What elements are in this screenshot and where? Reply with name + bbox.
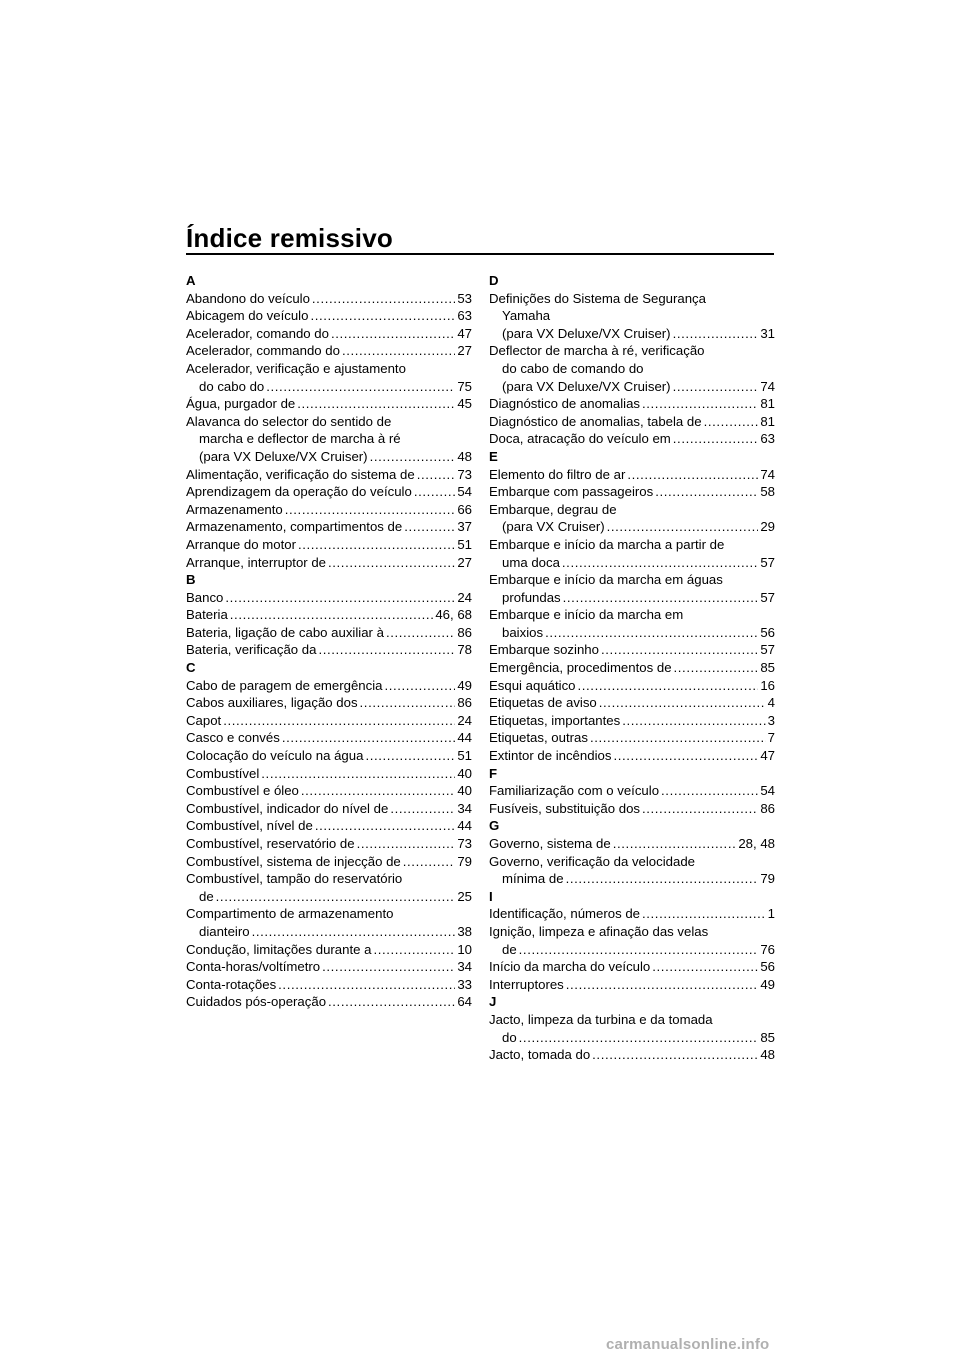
index-entry — [186, 677, 472, 695]
index-entry-text: de — [502, 941, 517, 957]
dot-leader — [328, 554, 455, 572]
dot-leader — [312, 290, 455, 308]
index-page-number: 76 — [760, 941, 775, 957]
dot-leader — [404, 518, 455, 536]
index-entry — [186, 817, 472, 835]
index-entry — [186, 536, 472, 554]
index-entry — [186, 765, 472, 783]
index-page-number: 49 — [457, 677, 472, 693]
index-entry — [186, 941, 472, 959]
index-entry-text: Jacto, tomada do — [489, 1047, 591, 1063]
index-entry-line: Jacto, limpeza da turbina e da tomada — [489, 1011, 713, 1027]
index-entry-line: Governo, verificação da velocidade — [489, 853, 695, 869]
dot-leader — [357, 835, 456, 853]
index-page-number: 38 — [457, 923, 472, 939]
index-page-number: 45 — [457, 396, 472, 412]
index-entry — [489, 413, 775, 431]
index-entry-text: Arranque, interruptor de — [186, 554, 327, 570]
index-page-number: 74 — [760, 466, 775, 482]
index-page-number: 56 — [760, 624, 775, 640]
index-page-number: 4 — [767, 695, 775, 711]
dot-leader — [563, 589, 759, 607]
index-entry-text: do cabo do — [199, 378, 265, 394]
index-page-number: 73 — [457, 466, 472, 482]
index-entry — [186, 853, 472, 871]
dot-leader — [414, 483, 456, 501]
index-entry-text: Início da marcha do veículo — [489, 959, 651, 975]
index-entry-line: Yamaha — [502, 308, 551, 324]
dot-leader — [310, 307, 455, 325]
index-entry-text: Arranque do motor — [186, 536, 296, 552]
index-page-number: 47 — [760, 748, 775, 764]
index-entry — [186, 747, 472, 765]
index-page-number: 57 — [760, 642, 775, 658]
index-entry-text: Conta-rotações — [186, 976, 277, 992]
index-entry — [186, 325, 472, 343]
index-page-number: 54 — [457, 484, 472, 500]
index-page-number: 44 — [457, 730, 472, 746]
index-entry-line: marcha e deflector de marcha à ré — [199, 431, 401, 447]
index-entry-line: Alavanca do selector do sentido de — [186, 413, 392, 429]
index-page-number: 16 — [760, 677, 775, 693]
index-entry-text: Esqui aquático — [489, 677, 576, 693]
dot-leader — [390, 800, 455, 818]
index-entry-text: Abandono do veículo — [186, 290, 310, 306]
dot-leader — [578, 677, 759, 695]
dot-leader — [652, 958, 758, 976]
dot-leader — [225, 589, 455, 607]
dot-leader — [266, 378, 455, 396]
index-entry-text: Diagnóstico de anomalias — [489, 396, 641, 412]
index-entry-text: Diagnóstico de anomalias, tabela de — [489, 413, 702, 429]
index-entry-text: Colocação do veículo na água — [186, 748, 364, 764]
index-entry — [186, 870, 472, 905]
index-page-number: 49 — [760, 976, 775, 992]
index-entry-text: (para VX Deluxe/VX Cruiser) — [502, 325, 671, 341]
index-entry — [489, 395, 775, 413]
dot-leader — [704, 413, 759, 431]
index-letter-heading: B — [186, 572, 196, 588]
dot-leader — [360, 694, 456, 712]
dot-leader — [673, 430, 759, 448]
index-entry-text: Condução, limitações durante a — [186, 941, 372, 957]
index-page-number: 37 — [457, 519, 472, 535]
index-entry-text: Embarque sozinho — [489, 642, 599, 658]
index-entry-line: do cabo de comando do — [502, 360, 644, 376]
index-entry — [489, 729, 775, 747]
dot-leader — [607, 518, 759, 536]
dot-leader — [562, 554, 758, 572]
index-entry — [186, 483, 472, 501]
dot-leader — [403, 853, 456, 871]
index-entry — [186, 641, 472, 659]
index-entry — [186, 712, 472, 730]
index-entry — [186, 501, 472, 519]
index-page-number: 81 — [760, 413, 775, 429]
index-entry — [186, 360, 472, 395]
index-page-number: 24 — [457, 712, 472, 728]
index-page-number: 81 — [760, 396, 775, 412]
index-entry-text: Combustível, sistema de injecção de — [186, 853, 401, 869]
index-entry-text: de — [199, 888, 214, 904]
index-page-number: 40 — [457, 783, 472, 799]
index-entry-text: Etiquetas de aviso — [489, 695, 597, 711]
index-entry-line: Definições do Sistema de Segurança — [489, 290, 706, 306]
index-entry-text: mínima de — [502, 871, 564, 887]
index-page-number: 44 — [457, 818, 472, 834]
index-entry — [489, 430, 775, 448]
index-entry — [186, 290, 472, 308]
index-entry-text: Casco e convés — [186, 730, 280, 746]
index-letter-heading: A — [186, 273, 196, 288]
index-entry — [489, 571, 775, 606]
index-page-number: 79 — [760, 871, 775, 887]
dot-leader — [590, 729, 766, 747]
index-entry-text: Combustível — [186, 765, 260, 781]
dot-leader — [252, 923, 456, 941]
index-entry — [489, 483, 775, 501]
dot-leader — [417, 466, 456, 484]
index-entry-text: (para VX Cruiser) — [502, 519, 605, 535]
dot-leader — [673, 325, 759, 343]
index-page-number: 57 — [760, 554, 775, 570]
dot-leader — [328, 993, 455, 1011]
index-page-number: 47 — [457, 325, 472, 341]
index-page-number: 24 — [457, 589, 472, 605]
index-entry — [186, 589, 472, 607]
index-entry-text: Bateria, ligação de cabo auxiliar à — [186, 624, 384, 640]
index-letter-heading: I — [489, 888, 493, 904]
index-entry-text: baixios — [502, 624, 544, 640]
index-entry — [186, 958, 472, 976]
index-entry — [489, 923, 775, 958]
dot-leader — [278, 976, 455, 994]
index-entry — [489, 782, 775, 800]
index-entry-text: Combustível, indicador do nível de — [186, 800, 389, 816]
index-page-number: 27 — [457, 554, 472, 570]
index-page-number: 53 — [457, 290, 472, 306]
index-entry — [489, 659, 775, 677]
index-entry-text: Aprendizagem da operação do veículo — [186, 484, 412, 500]
index-entry-text: Cabo de paragem de emergência — [186, 677, 383, 693]
page-title: Índice remissivo — [186, 223, 393, 253]
index-entry-text: dianteiro — [199, 923, 250, 939]
index-entry-text: Cuidados pós-operação — [186, 994, 327, 1010]
dot-leader — [661, 782, 758, 800]
index-entry — [489, 466, 775, 484]
index-entry-text: Conta-horas/voltímetro — [186, 959, 321, 975]
dot-leader — [566, 976, 759, 994]
index-entry-line: Deflector de marcha à ré, verificação — [489, 343, 705, 359]
dot-leader — [566, 870, 759, 888]
dot-leader — [282, 729, 456, 747]
index-entry — [186, 694, 472, 712]
index-entry-text: uma doca — [502, 554, 560, 570]
dot-leader — [655, 483, 758, 501]
dot-leader — [601, 641, 758, 659]
index-entry-text: (para VX Deluxe/VX Cruiser) — [502, 378, 671, 394]
index-page-number: 58 — [760, 484, 775, 500]
index-page-number: 63 — [457, 308, 472, 324]
dot-leader — [386, 624, 455, 642]
dot-leader — [365, 747, 455, 765]
index-entry-text: Bateria — [186, 607, 228, 623]
watermark-text: carmanualsonline.info — [606, 1336, 770, 1353]
index-entry-text: Interruptores — [489, 976, 564, 992]
index-page-number: 86 — [457, 695, 472, 711]
index-entry-line: Ignição, limpeza e afinação das velas — [489, 923, 709, 939]
index-page-number: 1 — [767, 906, 775, 922]
dot-leader — [261, 765, 455, 783]
dot-leader — [384, 677, 455, 695]
index-entry-text: Identificação, números de — [489, 906, 641, 922]
index-entry — [489, 712, 775, 730]
index-entry — [186, 976, 472, 994]
dot-leader — [673, 378, 759, 396]
index-entry — [489, 342, 775, 395]
index-letter-heading: E — [489, 448, 498, 464]
index-page-number: 73 — [457, 836, 472, 851]
dot-leader — [592, 1046, 758, 1064]
index-entry — [489, 694, 775, 712]
index-entry-line: Embarque e início da marcha em — [489, 607, 684, 623]
index-entry — [186, 835, 472, 853]
index-entry-text: Abicagem do veículo — [186, 308, 309, 324]
index-column-left — [186, 272, 472, 1011]
dot-leader — [297, 395, 455, 413]
dot-leader — [627, 466, 758, 484]
index-entry-text: Combustível, reservatório de — [186, 836, 355, 851]
index-entry — [186, 413, 472, 466]
dot-leader — [622, 712, 765, 730]
index-letter-heading: G — [489, 818, 500, 834]
index-entry-line: Embarque e início da marcha a partir de — [489, 536, 725, 552]
index-entry-line: Acelerador, verificação e ajustamento — [186, 360, 406, 376]
index-entry-text: Combustível, nível de — [186, 818, 313, 834]
dot-leader — [315, 817, 456, 835]
index-entry — [186, 800, 472, 818]
index-entry-text: Capot — [186, 712, 222, 728]
index-page-number: 54 — [760, 783, 775, 799]
index-entry-text: Governo, sistema de — [489, 836, 611, 851]
index-entry-line: Embarque e início da marcha em águas — [489, 572, 723, 588]
dot-leader — [599, 694, 766, 712]
dot-leader — [642, 395, 758, 413]
index-entry — [489, 1011, 775, 1046]
index-letter-heading: J — [489, 994, 497, 1010]
dot-leader — [322, 958, 455, 976]
index-page-number: 34 — [457, 959, 472, 975]
index-entry — [489, 606, 775, 641]
index-entry — [186, 395, 472, 413]
index-page-number: 40 — [457, 765, 472, 781]
dot-leader — [285, 501, 456, 519]
index-entry — [186, 993, 472, 1011]
index-page-number: 34 — [457, 800, 472, 816]
dot-leader — [342, 342, 455, 360]
index-entry — [489, 536, 775, 571]
index-page-number: 48 — [457, 448, 472, 464]
dot-leader — [674, 659, 759, 677]
index-page-number: 48 — [760, 1047, 775, 1063]
dot-leader — [613, 747, 758, 765]
index-page-number: 86 — [760, 800, 775, 816]
index-entry-text: Fusíveis, substituição dos — [489, 800, 640, 816]
index-entry-text: do — [502, 1029, 517, 1045]
index-entry — [489, 501, 775, 536]
index-letter-heading: C — [186, 660, 196, 676]
index-entry-text: Acelerador, comando do — [186, 325, 329, 341]
index-entry-text: Emergência, procedimentos de — [489, 660, 672, 676]
index-page-number: 66 — [457, 501, 472, 517]
index-page-number: 75 — [457, 378, 472, 394]
index-page-number: 78 — [457, 642, 472, 658]
index-entry — [186, 729, 472, 747]
index-entry-text: Doca, atracação do veículo em — [489, 431, 671, 447]
index-entry-text: Acelerador, commando do — [186, 343, 340, 359]
index-entry — [186, 782, 472, 800]
index-page-number: 31 — [760, 325, 775, 341]
index-letter-heading: D — [489, 273, 499, 288]
dot-leader — [545, 624, 758, 642]
dot-leader — [519, 941, 759, 959]
index-entry-text: Elemento do filtro de ar — [489, 466, 626, 482]
index-page-number: 51 — [457, 748, 472, 764]
dot-leader — [230, 606, 434, 624]
index-entry-text: Embarque com passageiros — [489, 484, 654, 500]
index-entry-text: profundas — [502, 589, 561, 605]
index-page-number: 28, 48 — [738, 836, 775, 851]
index-page-number: 64 — [457, 994, 472, 1010]
index-entry-text: Armazenamento, compartimentos de — [186, 519, 403, 535]
index-letter-heading: F — [489, 765, 498, 781]
index-page-number: 25 — [457, 888, 472, 904]
index-entry-line: Combustível, tampão do reservatório — [186, 871, 403, 887]
index-entry — [489, 800, 775, 818]
index-entry — [489, 747, 775, 765]
index-page-number: 46, 68 — [435, 607, 472, 623]
index-entry — [186, 307, 472, 325]
index-entry-text: Familiarização com o veículo — [489, 783, 660, 799]
index-entry-text: Etiquetas, importantes — [489, 712, 621, 728]
index-page-number: 3 — [767, 712, 775, 728]
index-entry — [489, 835, 775, 853]
index-page-number: 56 — [760, 959, 775, 975]
index-entry-line: Embarque, degrau de — [489, 501, 617, 517]
index-entry — [186, 554, 472, 572]
index-entry — [489, 905, 775, 923]
index-page-number: 33 — [457, 976, 472, 992]
index-page-number: 27 — [457, 343, 472, 359]
dot-leader — [642, 905, 766, 923]
index-entry-line: Compartimento de armazenamento — [186, 906, 394, 922]
index-entry-text: Água, purgador de — [186, 396, 296, 412]
index-page-number: 51 — [457, 536, 472, 552]
index-entry — [186, 518, 472, 536]
index-page-number: 74 — [760, 378, 775, 394]
index-page-number: 79 — [457, 853, 472, 869]
dot-leader — [331, 325, 455, 343]
dot-leader — [519, 1029, 759, 1047]
index-entry — [489, 853, 775, 888]
index-entry-text: Cabos auxiliares, ligação dos — [186, 695, 358, 711]
index-entry — [489, 290, 775, 343]
index-entry — [186, 606, 472, 624]
index-page-number: 10 — [457, 941, 472, 957]
index-entry — [489, 958, 775, 976]
index-entry-text: Extintor de incêndios — [489, 748, 612, 764]
index-entry — [186, 466, 472, 484]
title-rule — [186, 253, 774, 255]
dot-leader — [642, 800, 758, 818]
index-entry — [489, 677, 775, 695]
index-entry — [489, 976, 775, 994]
index-entry — [489, 1046, 775, 1064]
dot-leader — [216, 888, 456, 906]
index-column-right — [489, 272, 775, 1064]
dot-leader — [370, 448, 456, 466]
index-entry-text: Combustível e óleo — [186, 783, 299, 799]
index-page-number: 57 — [760, 589, 775, 605]
index-page-number: 85 — [760, 660, 775, 676]
dot-leader — [373, 941, 455, 959]
index-entry — [186, 905, 472, 940]
index-entry — [489, 641, 775, 659]
dot-leader — [223, 712, 455, 730]
dot-leader — [301, 782, 455, 800]
index-entry-text: Alimentação, verificação do sistema de — [186, 466, 415, 482]
index-page-number: 85 — [760, 1029, 775, 1045]
dot-leader — [318, 641, 455, 659]
index-entry — [186, 342, 472, 360]
index-entry-text: Bateria, verificação da — [186, 642, 317, 658]
index-page-number: 29 — [760, 519, 775, 535]
index-entry-text: (para VX Deluxe/VX Cruiser) — [199, 448, 368, 464]
index-page-number: 63 — [760, 431, 775, 447]
index-page-number: 7 — [767, 730, 775, 746]
index-entry-text: Etiquetas, outras — [489, 730, 588, 746]
index-entry — [186, 624, 472, 642]
index-entry-text: Banco — [186, 589, 224, 605]
index-page-number: 86 — [457, 624, 472, 640]
dot-leader — [613, 835, 737, 853]
index-entry-text: Armazenamento — [186, 501, 283, 517]
dot-leader — [298, 536, 455, 554]
